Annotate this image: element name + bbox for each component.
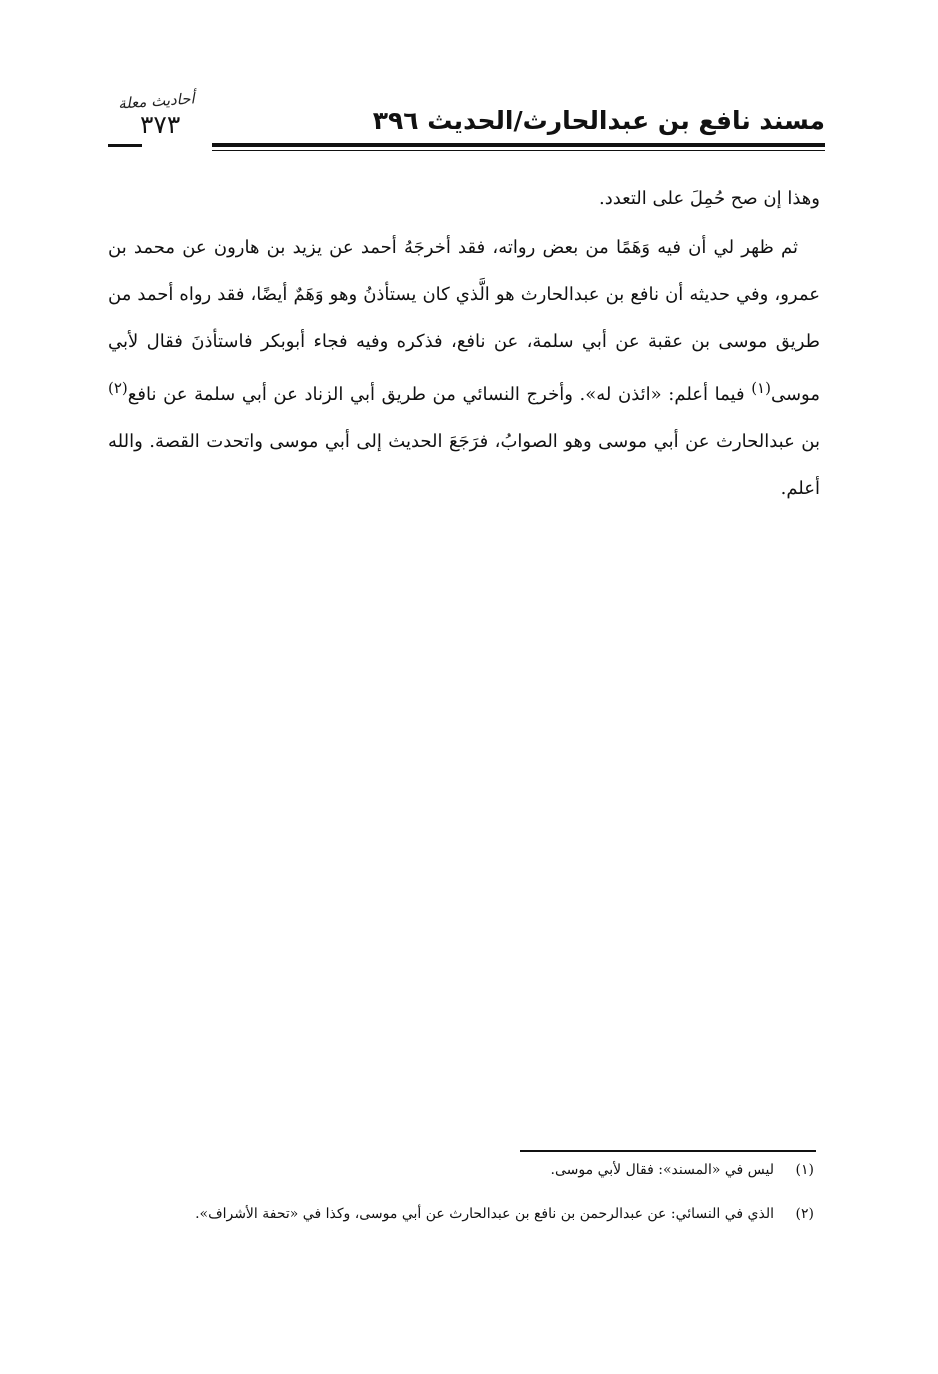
header-rule-thin [212, 150, 825, 151]
footnote-ref-2: (٢) [108, 379, 128, 397]
paragraph-2-start: ثم ظهر لي أن فيه وَهَمًا من بعض رواته، فقد أخرجَهُ أحمد عن يزيد بن هارون عن محمد بن عمرو، وفي حديثه أن نافع بن عبدالحارث هو الَّذي كان يستأذنُ وهو وَهَمٌ أيضًا، فقد رواه أحمد من طريق موسى بن عقبة عن أبي سلمة، عن نافع، فذكره وفيه فجاء أبوبكر فاستأذنَ فقال لأبي موسى [108, 237, 820, 405]
page-header [100, 89, 825, 162]
main-text [108, 175, 820, 512]
paragraph-2-middle: فيما أعلم: «ائذن له». وأخرج النسائي من طريق أبي الزناد عن أبي سلمة عن نافع [127, 384, 745, 405]
paragraph-2 [108, 224, 820, 512]
footnote [150, 1162, 814, 1206]
footnote-separator [520, 1150, 816, 1152]
paragraph-1: وهذا إن صح حُمِلَ على التعدد. [598, 188, 820, 209]
handwritten-note: أحاديث معلة [117, 89, 196, 113]
page-number-underline [108, 144, 142, 147]
paragraph-2-end: بن عبدالحارث عن أبي موسى وهو الصوابُ، فرَجَعَ الحديث إلى أبي موسى واتحدت القصة. والله أعلم. [108, 431, 820, 499]
footnote-text: الذي في النسائي: عن عبدالرحمن بن نافع بن عبدالحارث عن أبي موسى، وكذا في «تحفة الأشراف». [195, 1206, 774, 1222]
footnote-number: (١) [795, 1162, 814, 1178]
header-rule-thick [212, 143, 825, 147]
footnotes [150, 1162, 814, 1250]
footnote-ref-1: (١) [751, 379, 771, 397]
footnote [150, 1206, 814, 1250]
footnote-number: (٢) [795, 1206, 814, 1222]
footnote-text: ليس في «المسند»: فقال لأبي موسى. [550, 1162, 774, 1178]
page-number: ٣٧٣ [140, 110, 181, 139]
running-title: مسند نافع بن عبدالحارث/الحديث ٣٩٦ [372, 106, 825, 135]
